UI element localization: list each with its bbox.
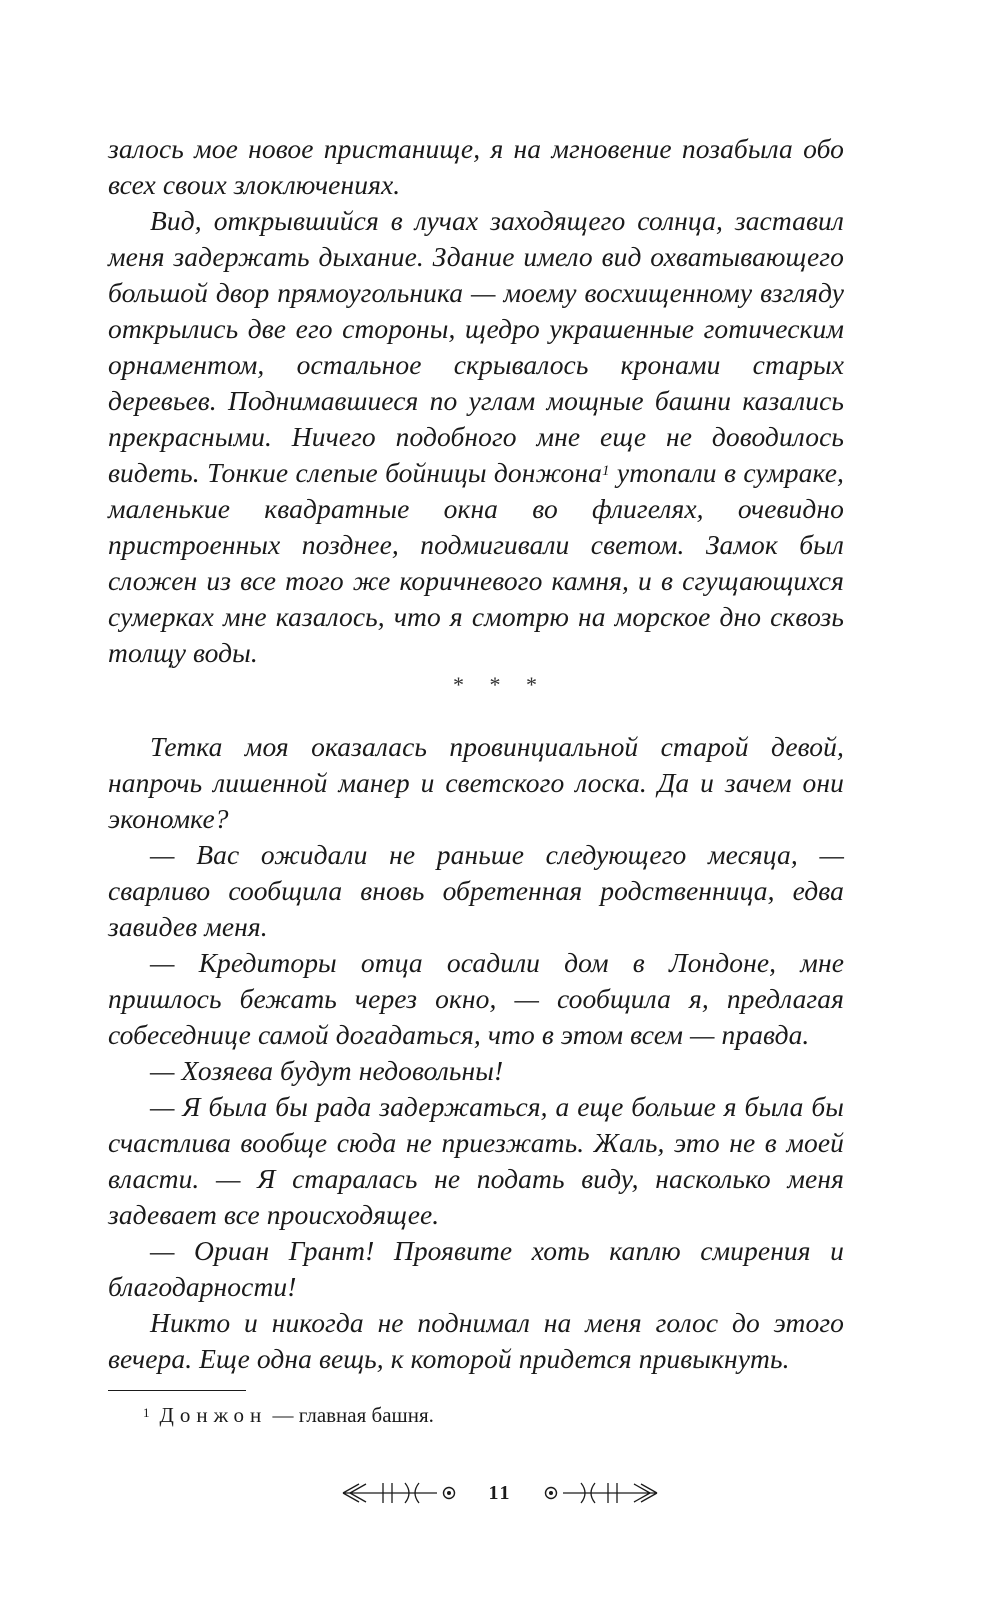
body-text-block-1 (108, 131, 844, 671)
footnote-reference[interactable]: 1 (601, 463, 610, 479)
paragraph: Тетка моя оказалась провинциальной старой девой, напрочь лишенной манер и светского лоска. Да и зачем они экономке? (108, 731, 844, 834)
dialogue-line: — Вас ожидали не раньше следующего месяца, — сварливо сообщила вновь обретенная родственница, едва завидев меня. (108, 839, 844, 942)
dialogue-line: — Кредиторы отца осадили дом в Лондоне, мне пришлось бежать через окно, — сообщила я, предлагая собеседнице самой догадаться, что в этом всем — правда. (108, 947, 844, 1050)
arrow-ornament-right-icon (535, 1479, 659, 1507)
dialogue-line: — Хозяева будут недовольны! (150, 1055, 504, 1086)
paragraph-text: утопали в сумраке, маленькие квадратные окна во флигелях, очевидно пристроенных позднее, подмигивали светом. Замок был сложен из все того же коричневого камня, и в сгущающихся сумерках мне казалось, что я смотрю на морское дно сквозь толщу воды. (108, 457, 844, 668)
paragraph (108, 203, 844, 671)
arrow-ornament-left-icon (341, 1479, 465, 1507)
footnote (143, 1400, 434, 1430)
body-text-block-2 (108, 729, 844, 1377)
paragraph: Никто и никогда не поднимал на меня голос до этого вечера. Еще одна вещь, к которой придется привыкнуть. (108, 1307, 844, 1374)
footnote-term: Донжон (159, 1403, 268, 1427)
page-number: 11 (488, 1481, 512, 1504)
footnote-definition: — главная башня. (267, 1403, 434, 1427)
footnote-divider (108, 1390, 246, 1391)
paragraph-text: Вид, открывшийся в лучах заходящего солнца, заставил меня задержать дыхание. Здание имело вид охватывающего большой двор прямоугольника — моему восхищенному взгляду открылись две его стороны, щедро украшенные готическим орнаментом, остальное скрывалось кронами старых деревьев. Поднимавшиеся по углам мощные башни казались прекрасными. Ничего подобного мне еще не доводилось видеть. Тонкие слепые бойницы донжона (108, 205, 844, 488)
page-footer (0, 1473, 1000, 1513)
dialogue-line: — Я была бы рада задержаться, а еще больше я была бы счастлива вообще сюда не приезжать. Жаль, это не в моей власти. — Я старалась не подать виду, насколько меня задевает все происходящее. (108, 1091, 844, 1230)
paragraph: залось мое новое пристанище, я на мгновение позабыла обо всех своих злоключениях. (108, 133, 844, 200)
dialogue-line: — Ориан Грант! Проявите хоть каплю смирения и благодарности! (108, 1235, 844, 1302)
section-separator: * * * (453, 672, 547, 697)
footnote-marker: 1 (143, 1405, 150, 1420)
